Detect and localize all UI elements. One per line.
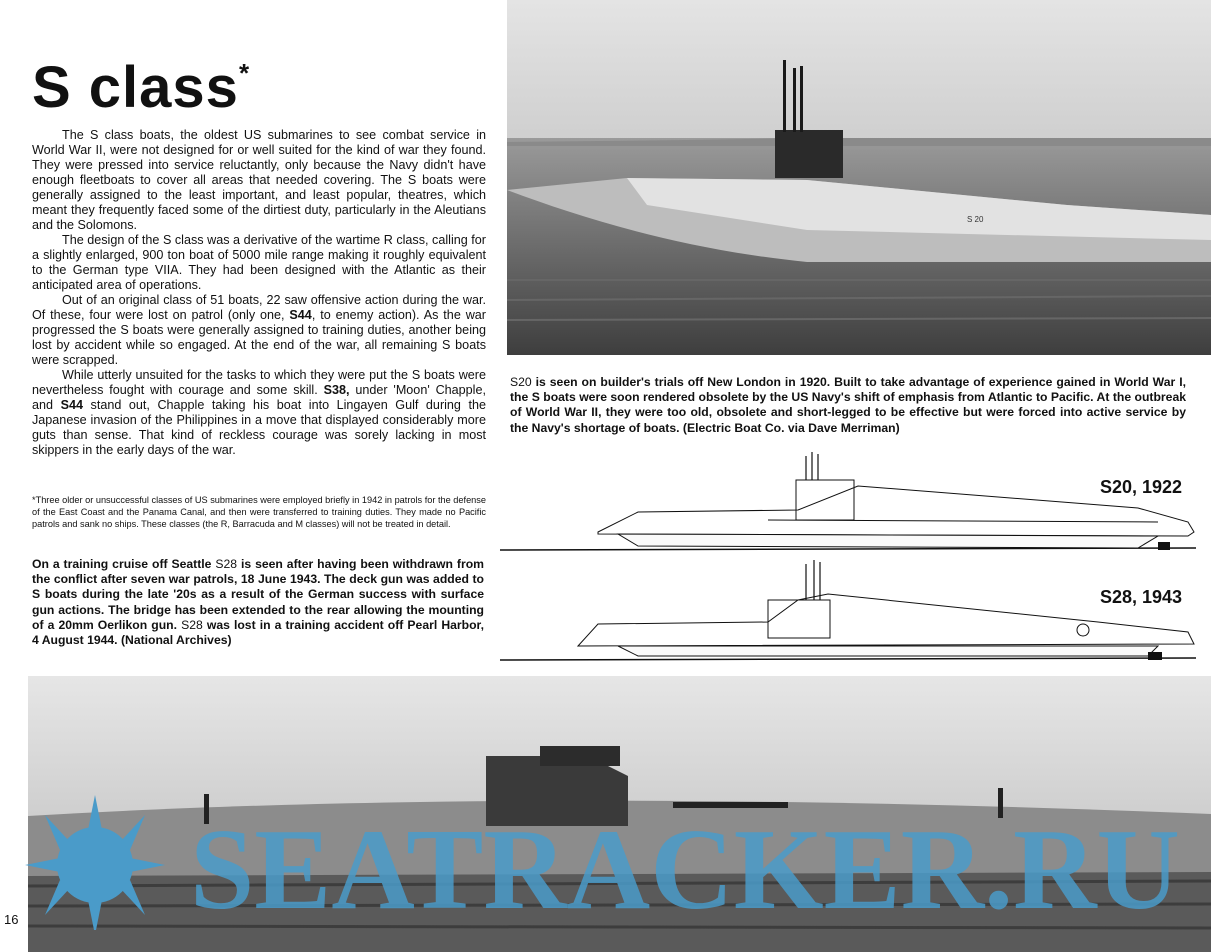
sun-logo-icon bbox=[25, 795, 165, 930]
photo-caption-bottom: On a training cruise off Seattle S28 is seen after having been withdrawn from the conflict after seven war patrols, 18 June 1943. The deck gun was added to S boats during the late '20s as a result of the German success with surface gun actions. The bridge has been extended to the rear allowing the mounting of a 20mm Oerlikon gun. S28 was lost in a training accident off Pearl Harbor, 4 August 1944. (National Archives) bbox=[32, 557, 484, 648]
watermark-text: SEATRACKER.RU bbox=[190, 806, 1180, 930]
footnote: *Three older or unsuccessful classes of US submarines were employed briefly in 1942 in patrols for the defense of the East Coast and the Panama Canal, and then were transferred to training duties. They made no Pacific patrols and sank no ships. These classes (the R, Barracuda and M classes) will not be treated in detail. bbox=[32, 495, 486, 529]
paragraph: Out of an original class of 51 boats, 22 saw offensive action during the war. Of these, four were lost on patrol (only one, S44, to enemy action). As the war progressed the S boats were generally assigned to training duties, another being lost by accident while so engaged. At the end of the war, all remaining S boats were scrapped. bbox=[32, 293, 486, 367]
title-footnote-mark: * bbox=[238, 58, 251, 88]
paragraph: The S class boats, the oldest US submarines to see combat service in World War II, were not designed for or well suited for the kind of war they found. They were pressed into service reluctantly, only because the Navy didn't have enough fleetboats to cover all areas that needed covering. The S boats were generally assigned to the least important, and least popular, theatres, which meant they frequently faced some of the dirtiest duty, particularly in the Aleutians and the Solomons. bbox=[32, 128, 486, 232]
drawing-s28 bbox=[498, 560, 1203, 665]
page-title: S class* bbox=[32, 55, 251, 120]
drawing-label-s28: S28, 1943 bbox=[1100, 587, 1183, 607]
page-number: 16 bbox=[4, 912, 19, 927]
photo-s20-image bbox=[507, 0, 1211, 355]
paragraph: While utterly unsuited for the tasks to which they were put the S boats were nevertheless fought with courage and some skill. S38, under 'Moon' Chapple, and S44 stand out, Chapple taking his boat into Lingayen Gulf during the Japanese invasion of the Philippines in a move that displayed considerably more guts than sense. That kind of reckless courage was sorely lacking in most skippers in the early days of the war. bbox=[32, 368, 486, 457]
photo-s20 bbox=[507, 0, 1211, 355]
hull-number: S 20 bbox=[967, 215, 984, 224]
paragraph: The design of the S class was a derivative of the wartime R class, calling for a slightly enlarged, 900 ton boat of 5000 mile range making it roughly equivalent to the German type VIIA. They had been designed with the Atlantic as their anticipated area of operations. bbox=[32, 233, 486, 292]
body-text bbox=[32, 128, 486, 458]
watermark bbox=[0, 790, 1211, 930]
photo-caption-top: S20 is seen on builder's trials off New London in 1920. Built to take advantage of experience gained in World War I, the S boats were soon rendered obsolete by the US Navy's shift of emphasis from Atlantic to Pacific. At the outbreak of World War II, they were too old, obsolete and short-legged to be effective but were forced into active service by the Navy's shortage of boats. (Electric Boat Co. via Dave Merriman) bbox=[510, 375, 1186, 435]
drawing-s20 bbox=[498, 450, 1203, 555]
drawing-label-s20: S20, 1922 bbox=[1100, 477, 1183, 497]
